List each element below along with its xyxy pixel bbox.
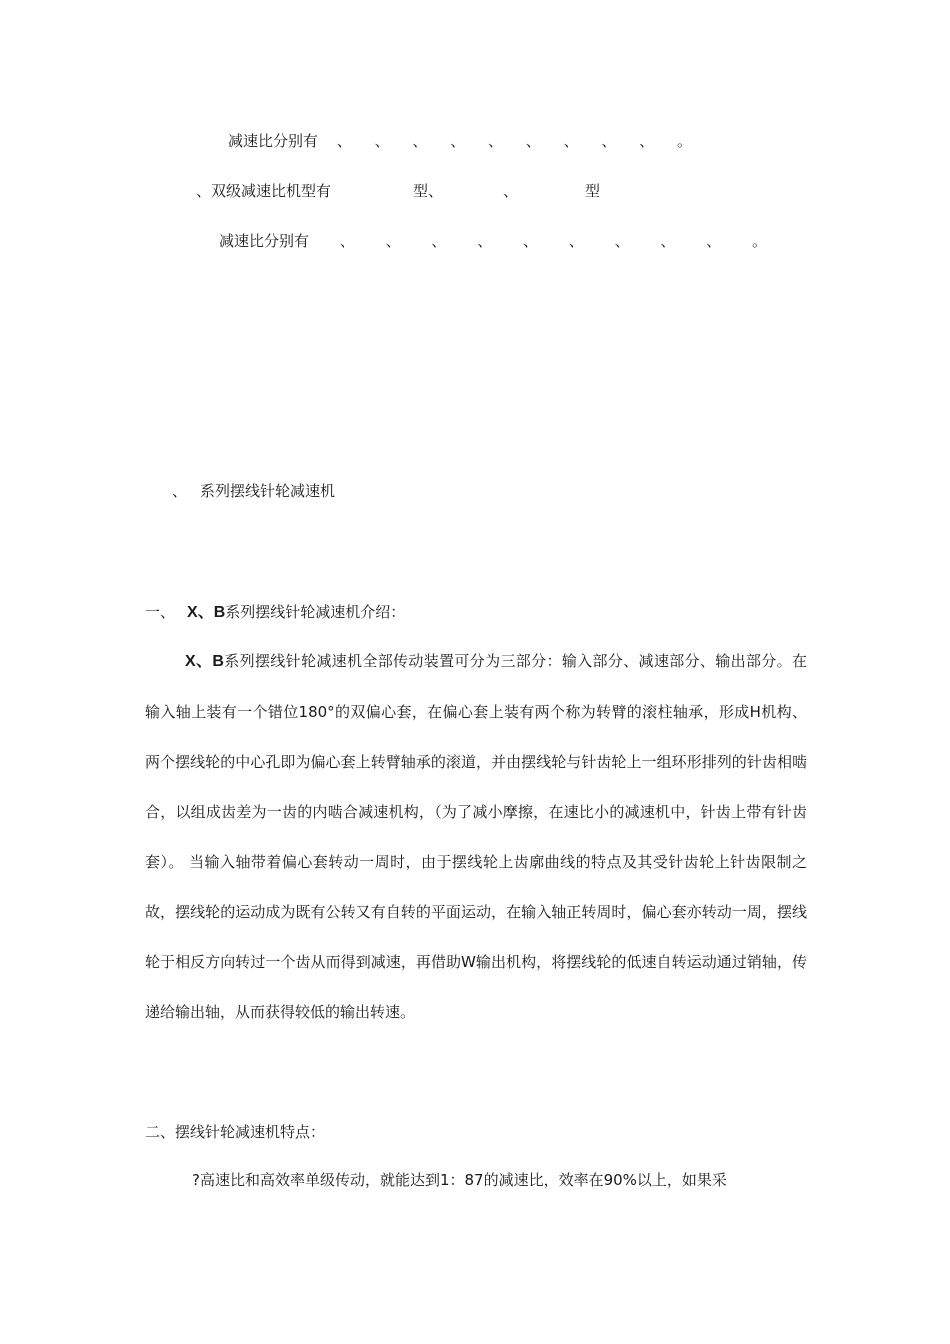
separator: 、: [568, 232, 584, 250]
separator: 、: [431, 232, 447, 250]
separator: 、: [525, 132, 541, 150]
separator: 、: [385, 232, 401, 250]
introduction-paragraph: [145, 636, 807, 1037]
separator: 、: [706, 232, 722, 250]
heading-model-code: X、B: [187, 604, 226, 621]
section-number: 、: [172, 482, 188, 500]
heading-number: 一、: [145, 603, 176, 621]
separator: 、: [336, 132, 352, 150]
separator: 、: [639, 132, 655, 150]
reduction-ratio-line-2: [219, 231, 767, 251]
separator: 、: [522, 232, 538, 250]
separator: 、: [450, 132, 466, 150]
features-paragraph: [145, 1155, 807, 1205]
reduction-ratio-line-1: [228, 131, 692, 151]
double-stage-separator: 、: [503, 182, 519, 200]
double-stage-type-a: 型、: [413, 182, 444, 200]
section-heading: 系列摆线针轮减速机: [200, 482, 336, 500]
separator: 、: [412, 132, 428, 150]
separator: 、: [601, 132, 617, 150]
separator: 、: [339, 232, 355, 250]
heading-text: 系列摆线针轮减速机介绍：: [225, 603, 406, 621]
heading-introduction: [145, 602, 405, 623]
separator: 、: [487, 132, 503, 150]
double-stage-label: 、双级减速比机型有: [196, 182, 332, 200]
separator: 。: [676, 132, 692, 150]
separator: 、: [374, 132, 390, 150]
reduction-ratio-label: 减速比分别有: [228, 132, 319, 150]
separator: 。: [751, 232, 767, 250]
paragraph-model-code: X、B: [185, 653, 224, 670]
separator: 、: [563, 132, 579, 150]
separator: 、: [477, 232, 493, 250]
double-stage-type-b: 型: [585, 182, 601, 200]
features-text: ?高速比和高效率单级传动，就能达到1：87的减速比，效率在90%以上，如果采: [192, 1171, 727, 1189]
double-stage-line: [196, 181, 331, 201]
reduction-ratio-label: 减速比分别有: [219, 232, 310, 250]
paragraph-text: 系列摆线针轮减速机全部传动装置可分为三部分：输入部分、减速部分、输出部分。在输入轴上装有一个错位180°的双偏心套，在偏心套上装有两个称为转臂的滚柱轴承，形成H机构、两个摆线轮的中心孔即为偏心套上转臂轴承的滚道，并由摆线轮与针齿轮上一组环形排列的针齿相啮合，以组成齿差为一齿的内啮合减速机构，（为了减小摩擦，在速比小的减速机中，针齿上带有针齿套）。 当输入轴带着偏心套转动一周时，由于摆线轮上齿廓曲线的特点及其受针齿轮上针齿限制之故，摆线轮的运动成为既有公转又有自转的平面运动，在输入轴正转周时，偏心套亦转动一周，摆线轮于相反方向转过一个齿从而得到减速，再借助W输出机构，将摆线轮的低速自转运动通过销轴，传递给输出轴，从而获得较低的输出转速。: [145, 652, 807, 1021]
heading-features: 二、摆线针轮减速机特点：: [145, 1123, 326, 1141]
separator: 、: [660, 232, 676, 250]
separator: 、: [614, 232, 630, 250]
